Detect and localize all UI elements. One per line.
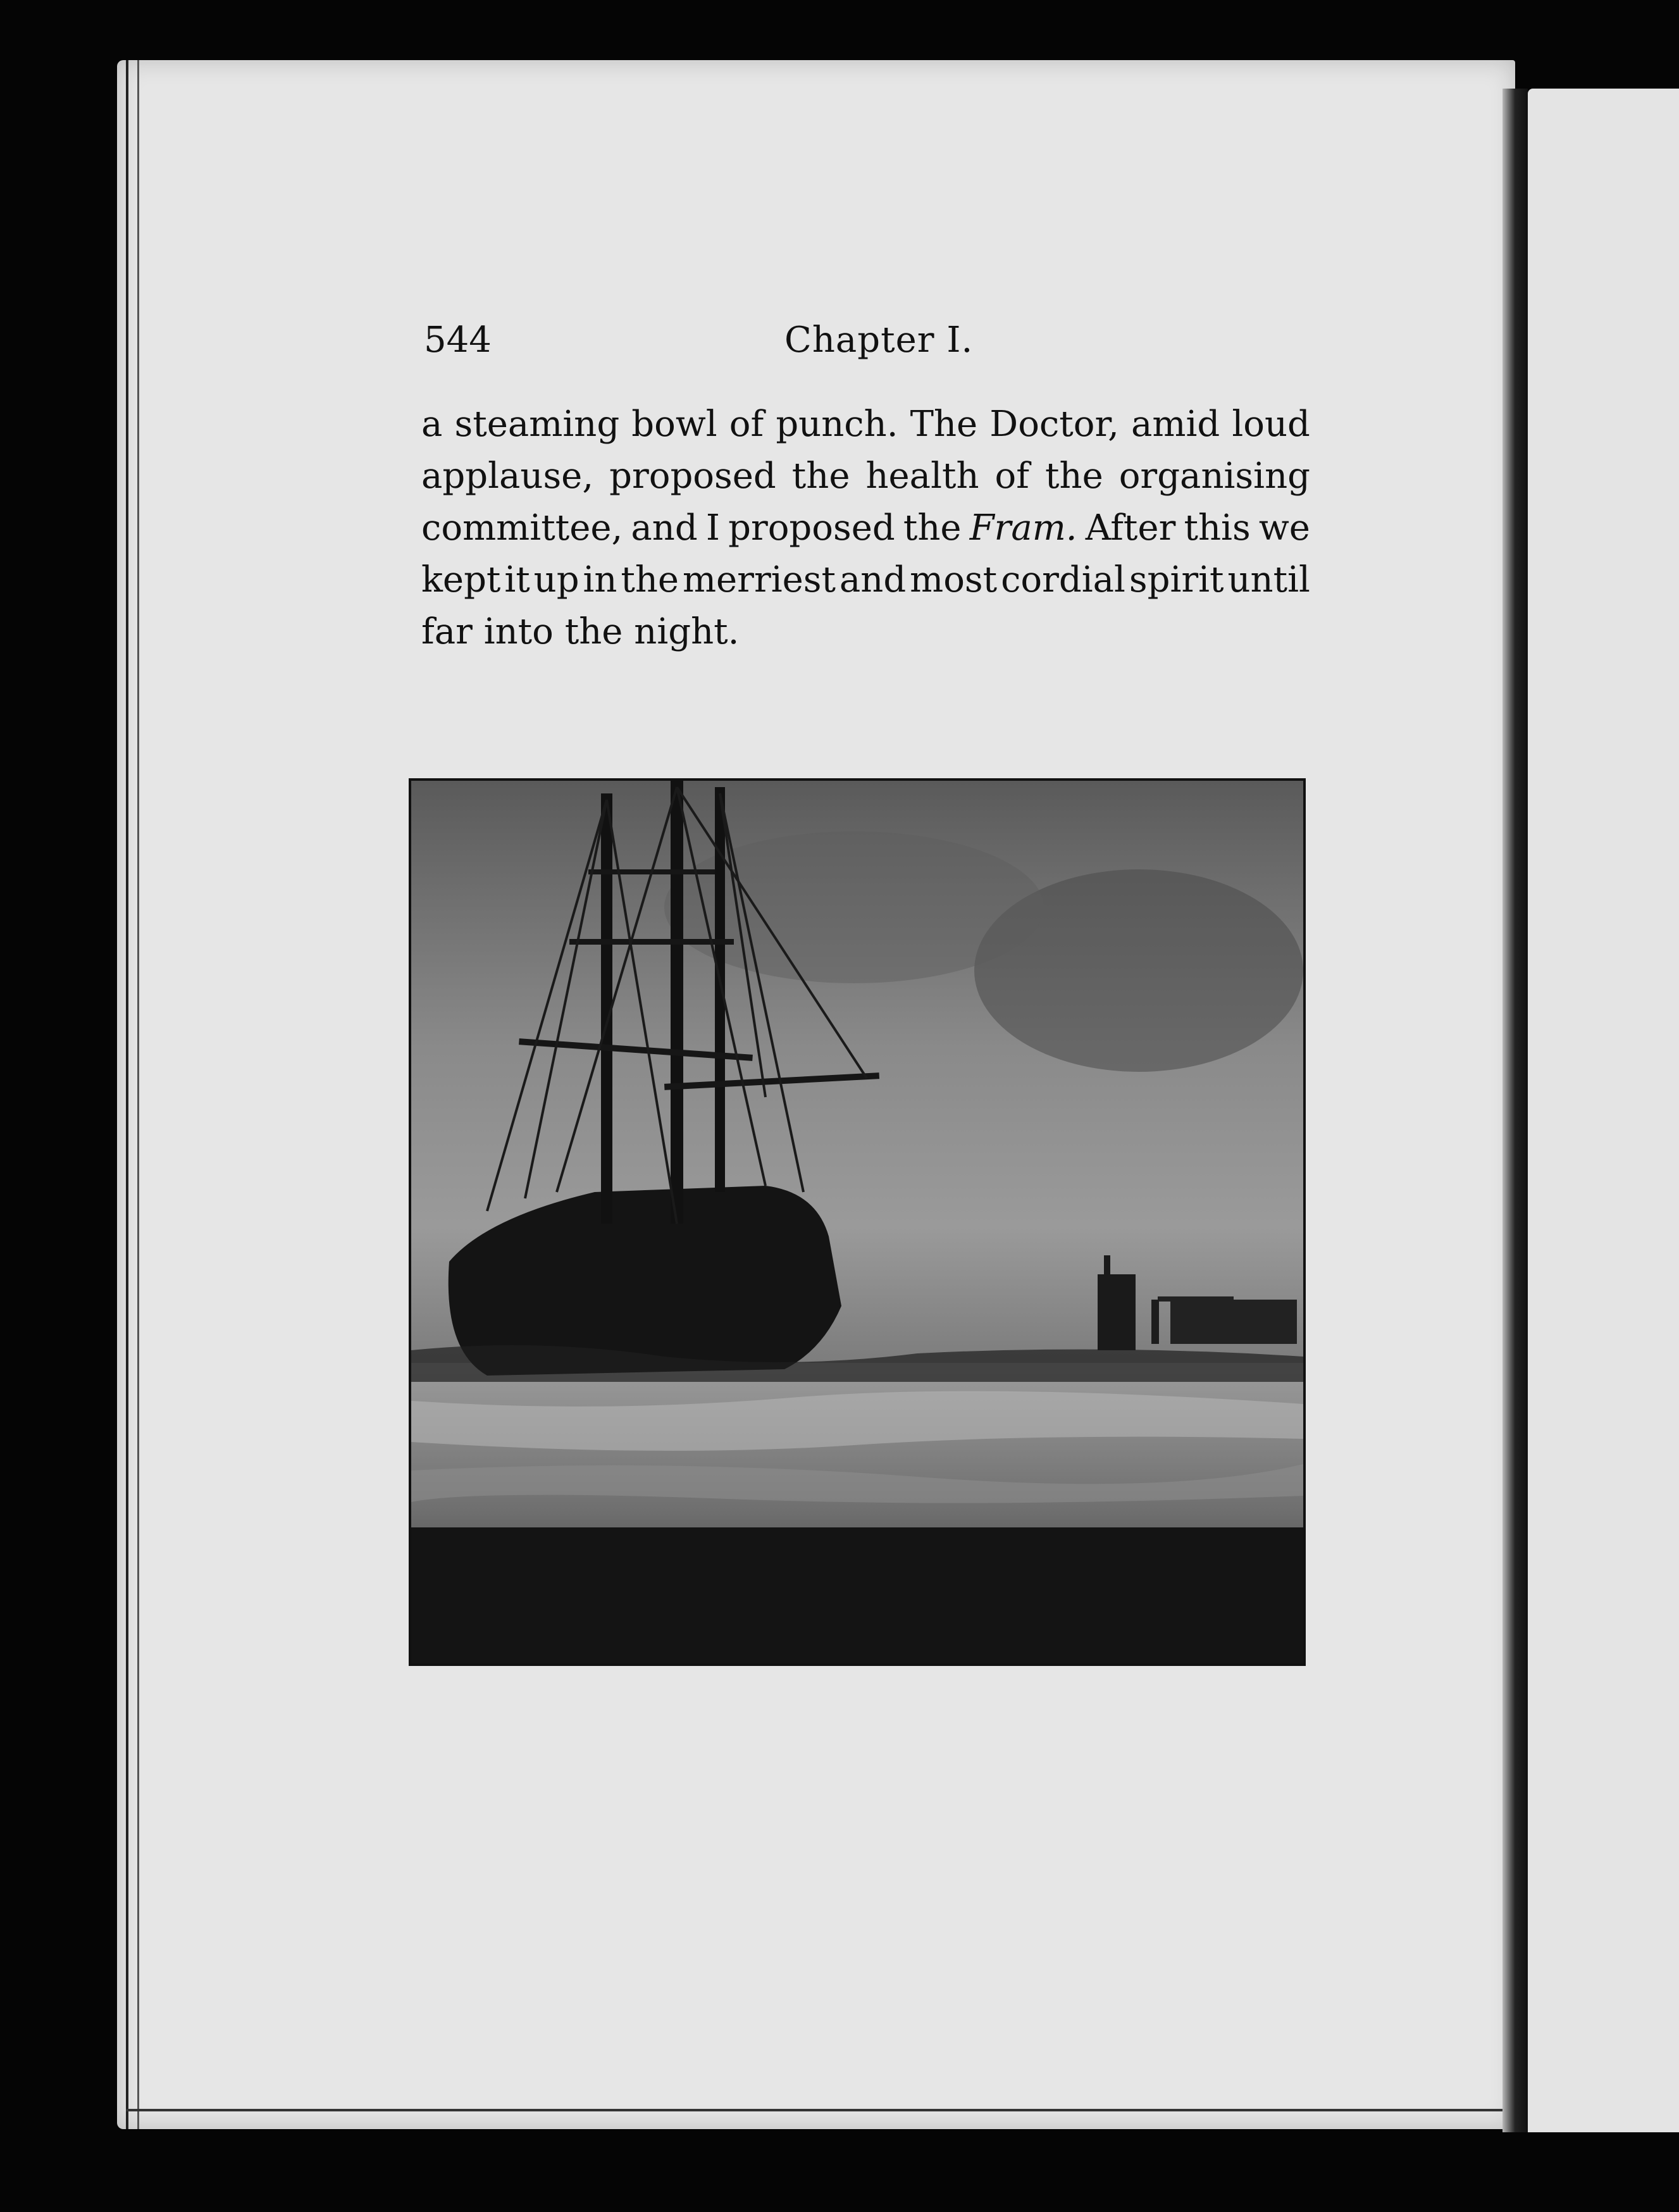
page-number: 544 xyxy=(424,320,492,361)
word: spirit xyxy=(1129,559,1224,600)
word: far xyxy=(421,611,473,652)
running-head xyxy=(424,320,1310,370)
facing-page xyxy=(1528,89,1679,2132)
word: up xyxy=(533,559,579,600)
word: the xyxy=(1045,456,1103,497)
word: punch. xyxy=(776,404,898,445)
word: this xyxy=(1184,507,1251,549)
word: it xyxy=(504,559,530,600)
word: the xyxy=(903,507,962,549)
word: The xyxy=(910,404,978,445)
word: loud xyxy=(1232,404,1310,445)
word: into xyxy=(483,611,554,652)
word: and xyxy=(631,507,698,549)
word: After xyxy=(1085,507,1176,549)
book-gutter xyxy=(1502,89,1528,2132)
word: amid xyxy=(1131,404,1220,445)
word: night. xyxy=(634,611,740,652)
word: a xyxy=(421,404,443,445)
word: Doctor, xyxy=(989,404,1119,445)
text-line xyxy=(421,554,1310,606)
word: health xyxy=(865,456,979,497)
word: of xyxy=(729,404,764,445)
body-text xyxy=(421,399,1310,658)
word: organising xyxy=(1118,456,1310,497)
word: bowl xyxy=(631,404,717,445)
word: I xyxy=(705,507,720,549)
word: most xyxy=(910,559,998,600)
word: steaming xyxy=(454,404,620,445)
ship-in-ice-image xyxy=(411,781,1303,1663)
word: the xyxy=(564,611,623,652)
chapter-title: Chapter I. xyxy=(784,320,974,361)
page-edge-line xyxy=(137,60,139,2129)
text-line xyxy=(421,606,1310,658)
word: in xyxy=(583,559,617,600)
word: the xyxy=(791,456,850,497)
page-bottom-edge xyxy=(126,2109,1515,2111)
word: applause, xyxy=(421,456,594,497)
word: cordial xyxy=(1001,559,1125,600)
ship-name-italic: Fram. xyxy=(969,507,1077,549)
word: we xyxy=(1258,507,1310,549)
text-line xyxy=(421,450,1310,502)
word: kept xyxy=(421,559,501,600)
word: and xyxy=(839,559,907,600)
word: committee, xyxy=(421,507,623,549)
word: of xyxy=(994,456,1029,497)
text-line xyxy=(421,502,1310,554)
word: proposed xyxy=(728,507,895,549)
word: until xyxy=(1227,559,1310,600)
text-line xyxy=(421,399,1310,450)
word: merriest xyxy=(682,559,836,600)
page-edge-line xyxy=(126,60,128,2129)
ship-photograph xyxy=(409,778,1306,1666)
word: proposed xyxy=(609,456,776,497)
word: the xyxy=(621,559,679,600)
